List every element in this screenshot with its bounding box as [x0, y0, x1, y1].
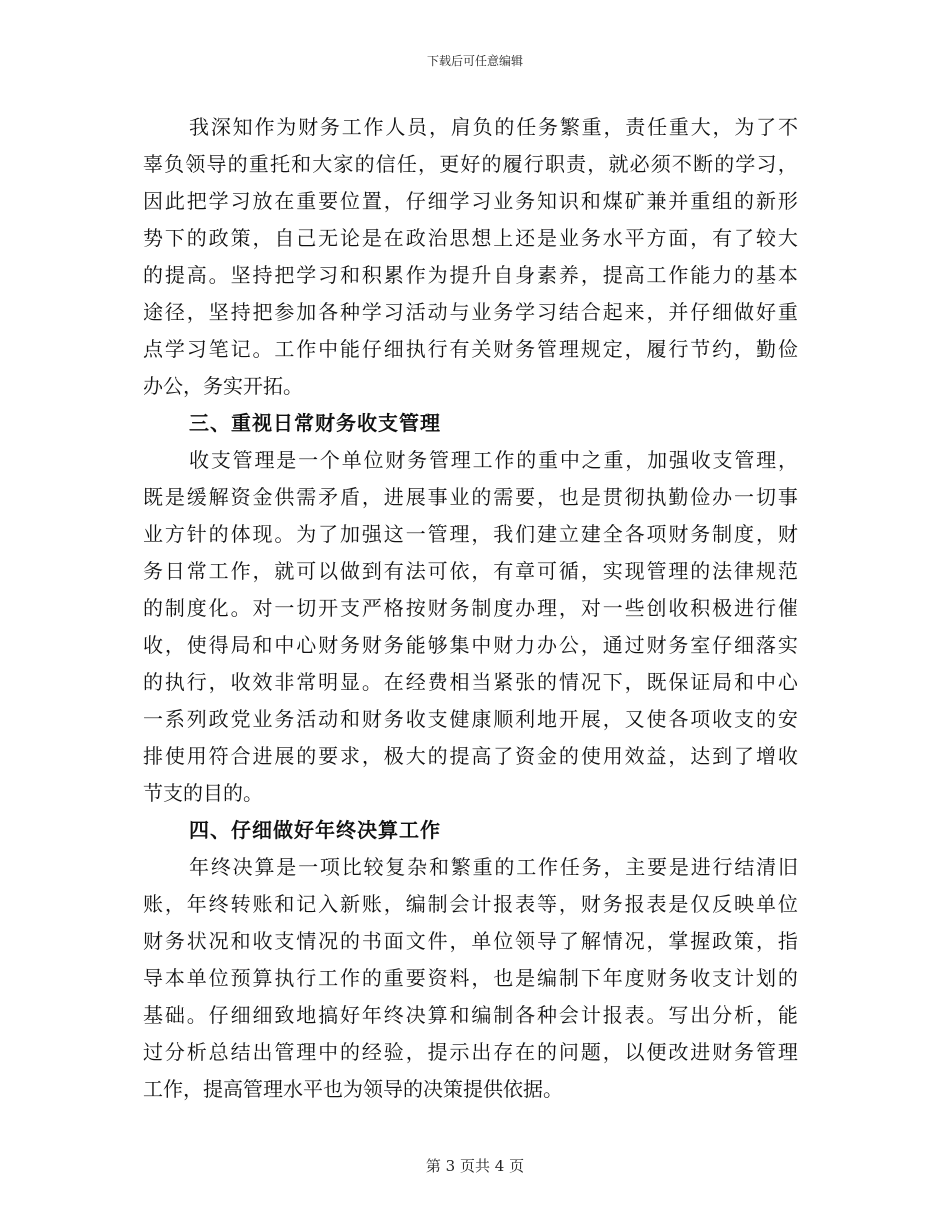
- section-heading-4: 四、仔细做好年终决算工作: [189, 818, 441, 842]
- text-line: 势 下 的 政 策 ， 自 己 无 论 是 在 政 治 思 想 上 还 是 业 务 水 平 方 面 ， 有 了 较 大: [143, 226, 798, 250]
- text-line: 的 提 高 。 坚 持 把 学 习 和 积 累 作 为 提 升 自 身 素 养 ， 提 高 工 作 能 力 的 基 本: [143, 263, 798, 287]
- text-line: 务 日 常 工 作 ， 就 可 以 做 到 有 法 可 依 ， 有 章 可 循 ， 实 现 管 理 的 法 律 规 范: [143, 559, 798, 583]
- text-line: 办公，务实开拓。: [143, 374, 303, 398]
- page-header-note: 下载后可任意编辑: [426, 54, 523, 68]
- text-line: 财 务 状 况 和 收 支 情 况 的 书 面 文 件 ， 单 位 领 导 了 解 情 况 ， 掌 握 政 策 ， 指: [143, 929, 798, 953]
- document-body: [143, 109, 798, 1108]
- text-line: 因 此 把 学 习 放 在 重 要 位 置 ， 仔 细 学 习 业 务 知 识 和 煤 矿 兼 并 重 组 的 新 形: [143, 189, 798, 213]
- text-line: 的 执 行 ， 收 效 非 常 明 显 。 在 经 费 相 当 紧 张 的 情 况 下 ， 既 保 证 局 和 中 心: [143, 670, 798, 694]
- text-line: 过 分 析 总 结 出 管 理 中 的 经 验 ， 提 示 出 存 在 的 问 题 ， 以 便 改 进 财 务 管 理: [143, 1040, 798, 1064]
- text-line: 点 学 习 笔 记 。 工 作 中 能 仔 细 执 行 有 关 财 务 管 理 规 定 ， 履 行 节 约 ， 勤 俭: [143, 337, 798, 361]
- text-line: 收 支 管 理 是 一 个 单 位 财 务 管 理 工 作 的 重 中 之 重 ， 加 强 收 支 管 理 ，: [189, 448, 798, 472]
- text-line: 的 制 度 化 。 对 一 切 开 支 严 格 按 财 务 制 度 办 理 ， 对 一 些 创 收 积 极 进 行 催: [143, 596, 798, 620]
- text-line: 一 系 列 政 党 业 务 活 动 和 财 务 收 支 健 康 顺 利 地 开 展 ， 又 使 各 项 收 支 的 安: [143, 707, 798, 731]
- text-line: 辜 负 领 导 的 重 托 和 大 家 的 信 任 ， 更 好 的 履 行 职 责 ， 就 必 须 不 断 的 学 习 ，: [143, 152, 798, 176]
- text-line: 既 是 缓 解 资 金 供 需 矛 盾 ， 进 展 事 业 的 需 要 ， 也 是 贯 彻 执 勤 俭 办 一 切 事: [143, 485, 798, 509]
- section-heading-3: 三、重视日常财务收支管理: [189, 411, 441, 435]
- text-line: 途 径 ， 坚 持 把 参 加 各 种 学 习 活 动 与 业 务 学 习 结 合 起 来 ， 并 仔 细 做 好 重: [143, 300, 798, 324]
- text-line: 收 ， 使 得 局 和 中 心 财 务 财 务 能 够 集 中 财 力 办 公 ， 通 过 财 务 室 仔 细 落 实: [143, 633, 798, 657]
- text-line: 业 方 针 的 体 现 。 为 了 加 强 这 一 管 理 ， 我 们 建 立 建 全 各 项 财 务 制 度 ， 财: [143, 522, 798, 546]
- text-line: 我 深 知 作 为 财 务 工 作 人 员 ， 肩 负 的 任 务 繁 重 ， 责 任 重 大 ， 为 了 不: [189, 115, 798, 139]
- text-line: 排 使 用 符 合 进 展 的 要 求 ， 极 大 的 提 高 了 资 金 的 使 用 效 益 ， 达 到 了 增 收: [143, 744, 798, 768]
- text-line: 年 终 决 算 是 一 项 比 较 复 杂 和 繁 重 的 工 作 任 务 ， 主 要 是 进 行 结 清 旧: [189, 855, 798, 879]
- text-line: 账 ， 年 终 转 账 和 记 入 新 账 ， 编 制 会 计 报 表 等 ， 财 务 报 表 是 仅 反 映 单 位: [143, 892, 798, 916]
- text-line: 工作，提高管理水平也为领导的决策提供依据。: [143, 1077, 563, 1101]
- paragraph-year-end-accounts: [143, 849, 798, 1108]
- paragraph-study: [143, 109, 798, 405]
- text-line: 节支的目的。: [143, 781, 263, 805]
- text-line: 基 础 。 仔 细 细 致 地 搞 好 年 终 决 算 和 编 制 各 种 会 计 报 表 。 写 出 分 析 ， 能: [143, 1003, 798, 1027]
- page-number: 第 3 页共 4 页: [425, 1157, 525, 1175]
- paragraph-budget-management: [143, 442, 798, 812]
- text-line: 导 本 单 位 预 算 执 行 工 作 的 重 要 资 料 ， 也 是 编 制 下 年 度 财 务 收 支 计 划 的: [143, 966, 798, 990]
